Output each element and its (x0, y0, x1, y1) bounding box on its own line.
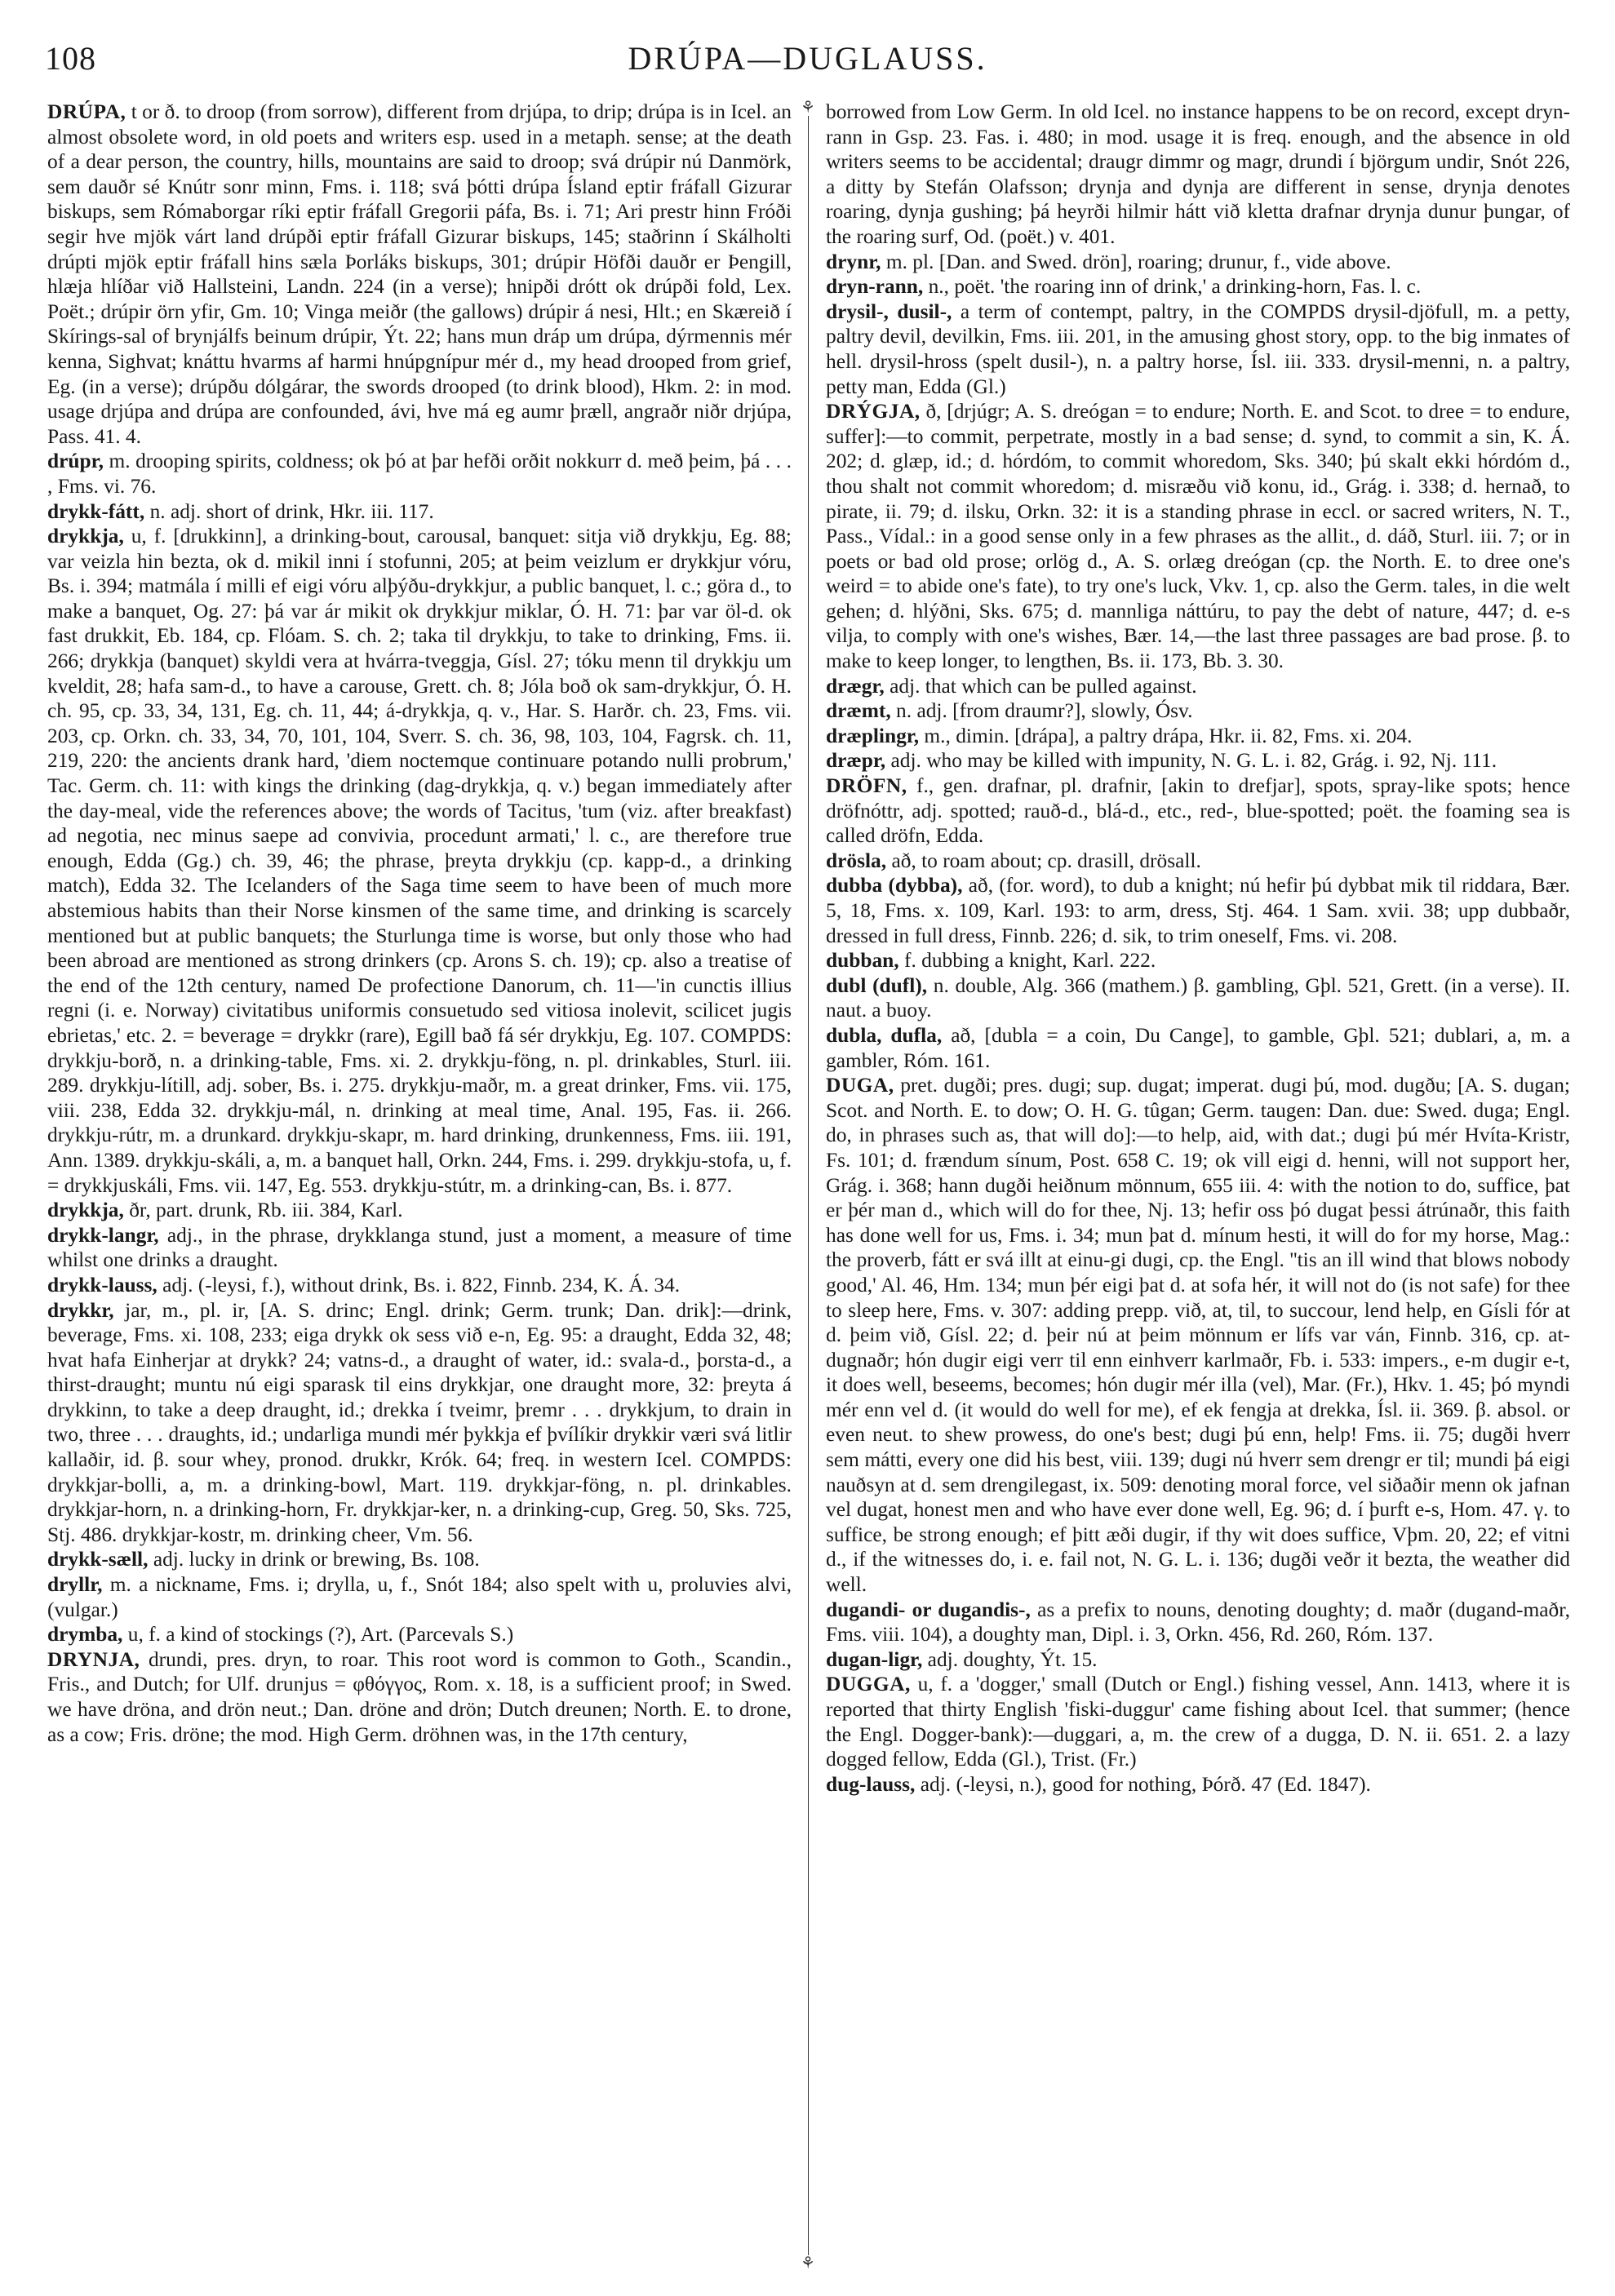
entry-headword: drykkr, (47, 1298, 114, 1322)
entry-headword: dryllr, (47, 1573, 103, 1597)
entry-definition: n. adj. short of drink, Hkr. iii. 117. (149, 499, 434, 523)
entry-definition: n. double, Alg. 366 (mathem.) β. gambling, Gþl. 521, Grett. (in a verse). II. naut. a buoy. (826, 973, 1570, 1022)
page-title: DRÚPA—DUGLAUSS. (628, 40, 987, 77)
entry-definition: f. dubbing a knight, Karl. 222. (904, 949, 1156, 973)
dictionary-entry (826, 299, 1570, 399)
dictionary-entry (826, 1772, 1570, 1797)
entry-headword: drykk-fátt, (47, 499, 145, 523)
dictionary-entry (826, 274, 1570, 299)
dictionary-entry (826, 1647, 1570, 1673)
dictionary-entry (826, 773, 1570, 849)
entry-definition: að, (for. word), to dub a knight; nú hefir þú dybbat mik til riddara, Bær. 5, 18, Fms. x. 109, Karl. 193: to arm, dress, Stj. 464. 1 Sam. xvii. 38; upp dubbaðr, dressed in full dress, Finnb. 226; d. sik, to trim oneself, Fms. vi. 208. (826, 874, 1570, 947)
two-column-body (47, 100, 1570, 2270)
entry-definition: adj. that which can be pulled against. (890, 674, 1197, 698)
entry-headword: dræmt, (826, 699, 891, 723)
entry-definition: m. drooping spirits, coldness; ok þó at þar hefði orðit nokkurr d. með þeim, þá . . . , Fms. vi. 76. (47, 450, 792, 498)
entry-definition: ð, [drjúgr; A. S. dreógan = to endure; North. E. and Scot. to dree = to endure, suffer]:—to commit, perpetrate, mostly in a bad sense; d. synd, to commit a sin, K. Á. 202; d. glæp, id.; d. hórdóm, to commit whoredom, Sks. 340; þú skalt ekki hórdóm d., thou shalt not commit whoredom; d. misræðu við konu, id., Grág. i. 338; d. hernað, to pirate, ii. 79; d. ilsku, Orkn. 32: it is a standing phrase in eccl. or sacred writers, N. T., Pass., Vídal.: in a good sense only in a few phrases as the allit., d. dáð, Sturl. iii. 7; or in poets or bad old prose; orlög d., A. S. orlæg dreógan (cp. the North. E. to dree one's weird = to abide one's fate), to try one's luck, Vkv. 1, cp. also the Germ. tales, in die welt gehen; d. hlýðni, Sks. 675; d. mannliga náttúru, to pay the debt of nature, 447; d. e-s vilja, to comply with one's wishes, Bær. 14,—the last three passages are bad prose. β. to make to keep longer, to lengthen, Bs. ii. 173, Bb. 3. 30. (826, 400, 1570, 673)
entry-headword: DRÚPA, (47, 100, 126, 123)
dictionary-entry (826, 1073, 1570, 1597)
entry-definition: t or ð. to droop (from sorrow), different from drjúpa, to drip; drúpa is in Icel. an almost obsolete word, in old poets and writers esp. used in a metaph. sense; at the death of a dear person, the country, hills, mountains are said to droop; svá drúpir nú Danmörk, sem dauðr sé Knútr sonr minn, Fms. i. 118; svá þótti drúpa Ísland eptir fráfall Gizurar biskups, sem Rómaborgar ríki eptir fráfall Gregorii páfa, Bs. i. 71; Ari prestr hinn Fróði segir hve mjök várt land drúpði eptir fráfall Gizurar biskups, 145; staðrinn í Skálholti drúpti mjök eptir fráfall hins sæla Þorláks biskups, 301; drúpir Höfði dauðr er Þengill, hlæja hlíðar við Hallsteini, Landn. 224 (in a verse); hnipði drótt ok drúpði fold, Lex. Poët.; drúpir örn yfir, Gm. 10; Vinga meiðr (the gallows) drúpir á nesi, Hlt.; en Skæreið í Skírings-sal of brynjálfs beinum drúpir, Ýt. 22; hans mun dráp um drúpa, dýrmennis mér kenna, Sighvat; knáttu hvarms af harmi hnúpgnípur mér d., my head drooped from grief, Eg. (in a verse); drúpðu dólgárar, the swords drooped (to drink blood), Hkm. 2: in mod. usage drjúpa and drúpa are confounded, ávi, hve má eg aumr þræll, angraðr niðr drjúpa, Pass. 41. 4. (47, 100, 792, 448)
entry-definition: adj., in the phrase, drykklanga stund, just a moment, a measure of time whilst one drinks a draught. (47, 1223, 792, 1272)
entry-headword: drysil-, dusil-, (826, 299, 952, 323)
entry-definition: adj. who may be killed with impunity, N. G. L. i. 82, Grág. i. 92, Nj. 111. (890, 749, 1497, 773)
entry-headword: dræplingr, (826, 724, 920, 747)
entry-definition: ðr, part. drunk, Rb. iii. 384, Karl. (129, 1199, 403, 1222)
entry-headword: drynr, (826, 250, 881, 273)
dictionary-entry (47, 1572, 792, 1622)
dictionary-entry (47, 524, 792, 1198)
entry-headword: drykkja, (47, 525, 124, 548)
entry-headword: drykk-lauss, (47, 1273, 158, 1296)
entry-headword: drykk-sæll, (47, 1548, 149, 1571)
running-head (45, 39, 1570, 80)
dictionary-entry (826, 399, 1570, 674)
entry-headword: DRÝGJA, (826, 400, 921, 423)
entry-definition: as a prefix to nouns, denoting doughty; d. maðr (dugand-maðr, Fms. viii. 104), a doughty man, Dipl. i. 3, Orkn. 456, Rd. 260, Róm. 137. (826, 1598, 1570, 1647)
entry-headword: drægr, (826, 674, 885, 698)
dictionary-entry (47, 1622, 792, 1647)
entry-definition: n. adj. [from draumr?], slowly, Ósv. (896, 699, 1193, 723)
entry-definition: adj. doughty, Ýt. 15. (927, 1647, 1098, 1671)
dictionary-entry (47, 499, 792, 525)
entry-definition: drundi, pres. dryn, to roar. This root word is common to Goth., Scandin., Fris., and Dutch; for Ulf. drunjus = φθόγγος, Rom. x. 18, is a sufficient proof; in Swed. we have dröna, and drön neut.; Dan. dröne and drön; Dutch dreunen; North. E. to drone, as a cow; Fris. dröne; the mod. High Germ. dröhnen was, in the 17th century, (47, 1647, 792, 1746)
entry-headword: dubban, (826, 949, 899, 973)
dictionary-entry (826, 873, 1570, 948)
bottom-ornament-icon: ⚘ (801, 2254, 815, 2272)
entry-headword: dug-lauss, (826, 1772, 916, 1796)
entry-definition: u, f. [drukkinn], a drinking-bout, carousal, banquet: sitja við drykkju, Eg. 88; var veizla hin bezta, ok d. mikil inni í stofunni, 205; at þeim veizlum er drykkjur vóru, Bs. i. 394; matmála í milli ef eigi vóru alþýðu-drykkjur, a public banquet, l. c.; göra d., to make a banquet, Og. 27: þá var ár mikit ok drykkjur miklar, Ó. H. 71: þar var öl-d. ok fast drukkit, Eb. 184, cp. Flóam. S. ch. 2; taka til drykkju, to take to drinking, Fms. ii. 266; drykkja (banquet) skyldi vera at hvárra-tveggja, Gísl. 27; tóku menn til drykkju um kveldit, 28; hafa sam-d., to have a carouse, Grett. ch. 8; Jóla boð ok sam-drykkjur, Ó. H. ch. 95, cp. 33, 34, 131, Eg. ch. 11, 44; á-drykkja, q. v., Har. S. Harðr. ch. 23, Fms. vii. 203, cp. Orkn. ch. 33, 34, 70, 101, 104, Sverr. S. ch. 36, 98, 103, 104, Fagrsk. ch. 11, 219, 220: the ancients drank hard, 'diem noctemque continuare potando nulli probrum,' Tac. Germ. ch. 11: with kings the drinking (dag-drykkja, q. v.) began immediately after the day-meal, vide the references above; the words of Tacitus, 'tum (viz. after breakfast) ad negotia, nec minus saepe ad convivia, procedunt armati,' l. c., are therefore true enough, Edda (Gg.) ch. 39, 46; the phrase, þreyta drykkju (cp. kapp-d., a drinking match), Edda 32. The Icelanders of the Saga time seem to have been of much more abstemious habits than their Norse kinsmen of the same time, and drinking is scarcely mentioned but at public banquets; the Sturlunga time is worse, but only those who had been abroad are mentioned as strong drinkers (cp. Arons S. ch. 19); cp. also a treatise of the end of the 12th century, named De profectione Danorum, ch. 11—'in cunctis illius regni (i. e. Norway) civitatibus uniformis consuetudo sed vitiosa inolevit, scilicet jugis ebrietas,' etc. 2. = beverage = drykkr (rare), Egill bað fá sér drykkju, Eg. 107. COMPDS: drykkju-borð, n. a drinking-table, Fms. xi. 2. drykkju-föng, n. pl. drinkables, Sturl. iii. 289. drykkju-lítill, adj. sober, Bs. i. 275. drykkju-maðr, m. a great drinker, Fms. vii. 175, viii. 238, Edda 32. drykkju-mál, n. drinking at meal time, Anal. 195, Fas. ii. 266. drykkju-rútr, m. a drunkard. drykkju-skapr, m. hard drinking, drunkenness, Fms. iii. 191, Ann. 1389. drykkju-skáli, a, m. a banquet hall, Orkn. 244, Fms. i. 299. drykkju-stofa, u, f. = drykkjuskáli, Fms. vii. 147, Eg. 553. drykkju-stútr, m. a drinking-can, Bs. i. 877. (47, 525, 792, 1197)
entry-definition: að, [dubla = a coin, Du Cange], to gamble, Gþl. 521; dublari, a, m. a gambler, Róm. 161. (826, 1023, 1570, 1072)
entry-headword: drykk-langr, (47, 1223, 159, 1247)
dictionary-entry (826, 973, 1570, 1023)
entry-headword: drúpr, (47, 450, 104, 473)
dictionary-entry (47, 1647, 792, 1747)
entry-definition: pret. dugði; pres. dugi; sup. dugat; imperat. dugi þú, mod. dugðu; [A. S. dugan; Scot. and North. E. to dow; O. H. G. tûgan; Germ. taugen: Dan. due: Swed. duga; Engl. do, in phrases such as, that will do]:—to help, aid, with dat.; dugi þú mér Hvíta-Kristr, Fs. 101; d. frændum sínum, Post. 658 C. 19; ok vill eigi d. henni, will not support her, Grág. i. 368; hann dugði heiðnum mönnum, 655 iii. 4: with the notion to do, suffice, þat er þér man d., which will do for thee, Nj. 13; hefir oss þó dugat þessi átrúnaðr, this faith has done well for us, Fms. i. 34; mun þat d. mínum hesti, it will do for my horse, Mag.: the proverb, fátt er svá illt at einu-gi dugi, cp. the Engl. ''tis an ill wind that blows nobody good,' Al. 46, Hm. 134; mun þér eigi þat d. at sofa hér, it will not do (is not safe) for thee to sleep here, Fms. v. 307: adding prepp. við, at, til, to succour, lend help, en Gísli fór at d. þeim við, Gísl. 22; d. þeir nú at þeim mönnum er lífs var ván, Finnb. 316, cp. at-dugnaðr; hón dugir eigi verr til enn einhverr karlmaðr, Fb. i. 533: impers., e-m dugir e-t, it does well, beseems, becomes; hón dugir mér illa (vel), Mar. (Fr.), Hkv. 1. 45; þó myndi mér enn vel d. (it would do well for me), ef ek fengja at drekka, Ísl. ii. 369. β. absol. or even neut. to shew prowess, do one's best; dugi þú enn, help! Fms. ii. 75; dugði hverr sem mátti, every one did his best, viii. 139; dugi nú hverr sem drengr er til; mundi þá eigi nauðsyn at d. sem drengilegast, ix. 509: denoting moral force, vel siðaðir menn ok jafnan vel dugat, honest men and who have ever done well, Eg. 96; d. í þurft e-s, Hom. 47. γ. to suffice, be strong enough; ef þitt æði dugir, if thy wit does suffice, Vþm. 20, 22; ef vitni d., if the witnesses do, i. e. fail not, N. G. L. i. 136; dugði veðr it bezta, the weather did well. (826, 1074, 1570, 1597)
dictionary-entry (826, 250, 1570, 275)
dictionary-entry (47, 1273, 792, 1298)
dictionary-entry (826, 1672, 1570, 1771)
entry-definition: m. pl. [Dan. and Swed. drön], roaring; drunur, f., vide above. (885, 250, 1391, 273)
entry-definition: jar, m., pl. ir, [A. S. drinc; Engl. drink; Germ. trunk; Dan. drik]:—drink, beverage, Fms. xi. 108, 233; eiga drykk ok sess við e-n, Eg. 95: a draught, Edda 32, 48; hvat hafa Einherjar at drykk? 24; vatns-d., a draught of water, id.: svala-d., þorsta-d., a thirst-draught; muntu nú eigi sparask til eins drykkjar, one draught more, 32: þreyta á drykkinn, to take a deep draught, id.; drekka í tveimr, þremr . . . drykkjum, to drain in two, three . . . draughts, id.; undarliga mundi mér þykkja ef þvílíkir drykkir væri svá litlir kallaðir, id. β. sour whey, pronod. drukkr, Krók. 64; freq. in western Icel. COMPDS: drykkjar-bolli, a, m. a drinking-bowl, Mart. 119. drykkjar-föng, n. pl. drinkables. drykkjar-horn, n. a drinking-horn, Fr. drykkjar-ker, n. a drinking-cup, Greg. 50, Sks. 725, Stj. 486. drykkjar-kostr, m. drinking cheer, Vm. 56. (47, 1298, 792, 1546)
entry-definition: að, to roam about; cp. drasill, drösall. (891, 849, 1201, 872)
entry-definition: adj. (-leysi, f.), without drink, Bs. i. 822, Finnb. 234, K. Á. 34. (162, 1273, 681, 1296)
dictionary-entry (47, 1198, 792, 1223)
entry-definition: a term of contempt, paltry, in the COMPDS drysil-djöfull, m. a petty, paltry devil, devilkin, Fms. iii. 201, in the amusing ghost story, opp. to the big inmates of hell. drysil-hross (spelt dusil-), n. a paltry horse, Ísl. iii. 333. drysil-menni, n. a paltry, petty man, Edda (Gl.) (826, 299, 1570, 398)
page-number: 108 (45, 40, 96, 77)
entry-headword: DRYNJA, (47, 1647, 140, 1671)
entry-headword: DUGGA, (826, 1673, 911, 1696)
entry-headword: dubba (dybba), (826, 874, 963, 898)
left-column (47, 100, 792, 2270)
entry-headword: dræpr, (826, 749, 886, 773)
dictionary-entry (826, 1023, 1570, 1073)
entry-definition: adj. (-leysi, n.), good for nothing, Þórð. 47 (Ed. 1847). (920, 1772, 1371, 1796)
entry-definition: m., dimin. [drápa], a paltry drápa, Hkr. ii. 82, Fms. xi. 204. (924, 724, 1413, 747)
entry-definition: adj. lucky in drink or brewing, Bs. 108. (153, 1548, 480, 1571)
dictionary-entry (47, 449, 792, 499)
entry-definition: borrowed from Low Germ. In old Icel. no instance happens to be on record, except dryn-rann in Gsp. 23. Fas. i. 480; in mod. usage it is freq. enough, and the absence in old writers seems to be accidental; draugr dimmr og magr, drundi í björgum undir, Snót 226, a ditty by Stefán Olafsson; drynja and dynja are different in sense, drynja denotes roaring, dynja gushing; þá heyrði hilmir hátt við kletta drafnar drynja dunur þungar, of the roaring surf, Od. (poët.) v. 401. (826, 100, 1570, 248)
dictionary-entry (47, 1223, 792, 1273)
entry-headword: DRÖFN, (826, 774, 907, 798)
entry-headword: drykkja, (47, 1199, 124, 1222)
entry-headword: DUGA, (826, 1074, 894, 1097)
column-divider (808, 108, 809, 2262)
entry-definition: f., gen. drafnar, pl. drafnir, [akin to drefjar], spots, spray-like spots; hence dröfnóttr, adj. spotted; rauð-d., blá-d., etc., red-, blue-spotted; poët. the foaming sea is called dröfn, Edda. (826, 774, 1570, 848)
dictionary-entry (826, 948, 1570, 973)
dictionary-entry (47, 100, 792, 449)
entry-definition: m. a nickname, Fms. i; drylla, u, f., Snót 184; also spelt with u, proluvies alvi, (vulgar.) (47, 1573, 792, 1621)
dictionary-entry (826, 724, 1570, 749)
entry-headword: dugan-ligr, (826, 1647, 923, 1671)
entry-definition: n., poët. 'the roaring inn of drink,' a drinking-horn, Fas. l. c. (928, 275, 1422, 299)
entry-definition: u, f. a kind of stockings (?), Art. (Parcevals S.) (127, 1623, 514, 1647)
entry-headword: drösla, (826, 849, 887, 872)
dictionary-entry (826, 674, 1570, 699)
entry-headword: dugandi- or dugandis-, (826, 1598, 1031, 1621)
dictionary-entry (826, 698, 1570, 724)
dictionary-entry (826, 100, 1570, 250)
dictionary-entry (826, 849, 1570, 874)
entry-headword: drymba, (47, 1623, 123, 1647)
entry-headword: dubla, dufla, (826, 1023, 943, 1047)
dictionary-entry (47, 1298, 792, 1548)
dictionary-entry (47, 1547, 792, 1572)
entry-headword: dryn-rann, (826, 275, 924, 299)
right-column (826, 100, 1570, 2270)
entry-headword: dubl (dufl), (826, 973, 928, 997)
top-ornament-icon: ⚘ (801, 99, 815, 117)
dictionary-entry (826, 748, 1570, 773)
entry-definition: u, f. a 'dogger,' small (Dutch or Engl.) fishing vessel, Ann. 1413, where it is reported that thirty English 'fiski-duggur' came fishing about Icel. that summer; (hence the Engl. Dogger-bank):—duggari, a, m. the crew of a dugga, D. N. ii. 651. 2. a lazy dogged fellow, Edda (Gl.), Trist. (Fr.) (826, 1673, 1570, 1771)
dictionary-entry (826, 1598, 1570, 1647)
